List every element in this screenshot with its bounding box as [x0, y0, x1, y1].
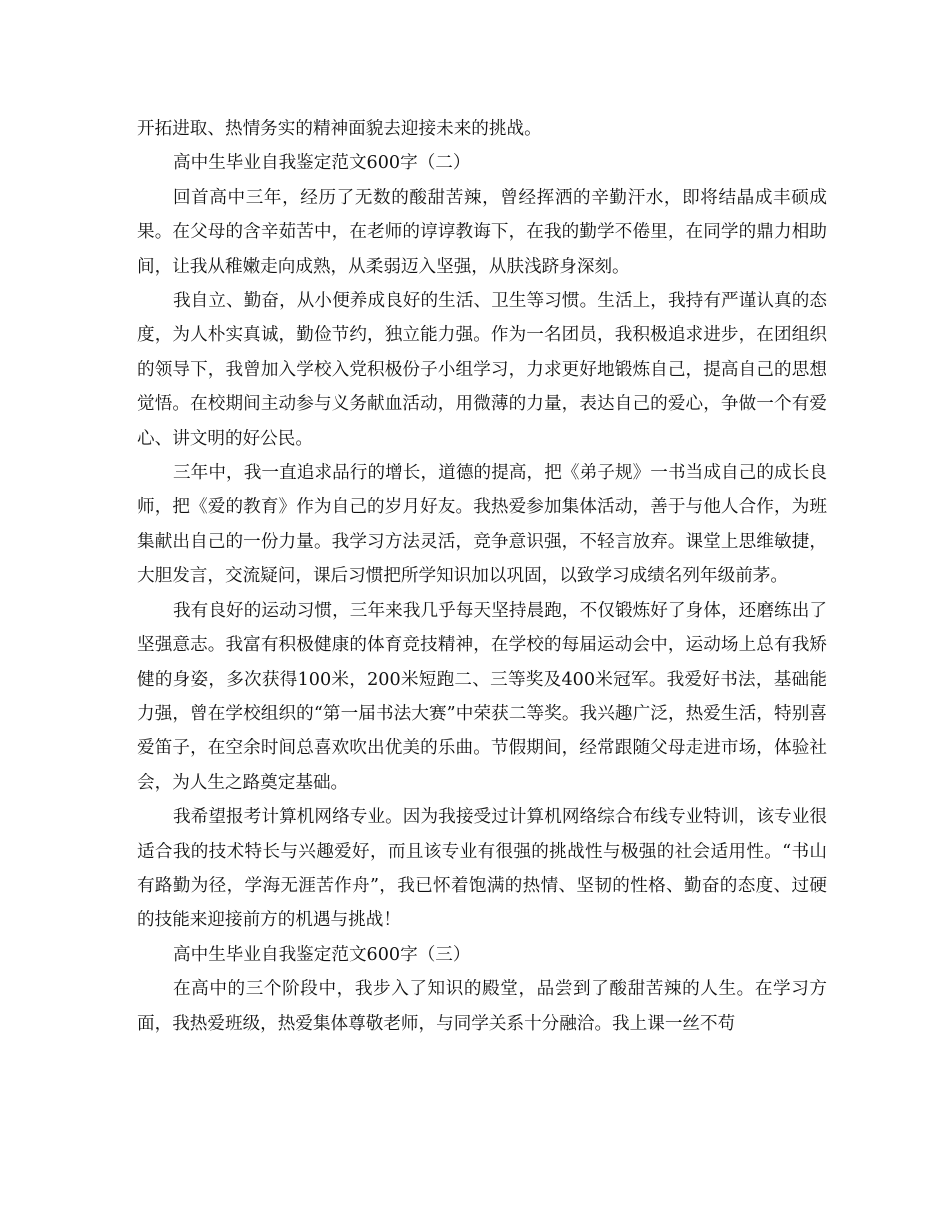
section-heading-2: 高中生毕业自我鉴定范文600字（二） [173, 153, 471, 174]
paragraph: 回首高中三年，经历了无数的酸甜苦辣，曾经挥洒的辛勤汗水，即将结晶成丰硕成果。在父母的含辛茹苦中，在老师的谆谆教诲下，在我的勤学不倦里，在同学的鼎力相助间，让我从稚嫩走向成熟，从柔弱迈入坚强，从肤浅跻身深刻。 [137, 187, 827, 277]
paragraph: 在高中的三个阶段中，我步入了知识的殿堂，品尝到了酸甜苦辣的人生。在学习方面，我热爱班级，热爱集体尊敬老师，与同学关系十分融洽。我上课一丝不苟 [137, 979, 827, 1034]
paragraph-continuation: 开拓进取、热情务实的精神面貌去迎接未来的挑战。 [137, 119, 542, 139]
paragraph: 我有良好的运动习惯，三年来我几乎每天坚持晨跑，不仅锻炼好了身体，还磨练出了坚强意志。我富有积极健康的体育竞技精神，在学校的每届运动会中，运动场上总有我矫健的身姿，多次获得100米，200米短跑二、三等奖及400米冠军。我爱好书法，基础能力强，曾在学校组织的“第一届书法大赛”中荣获二等奖。我兴趣广泛，热爱生活，特别喜爱笛子，在空余时间总喜欢吹出优美的乐曲。节假期间，经常跟随父母走进市场，体验社会，为人生之路奠定基础。 [137, 600, 827, 793]
paragraph: 我自立、勤奋，从小便养成良好的生活、卫生等习惯。生活上，我持有严谨认真的态度，为人朴实真诚，勤俭节约，独立能力强。作为一名团员，我积极追求进步，在团组织的领导下，我曾加入学校入党积极份子小组学习，力求更好地锻炼自己，提高自己的思想觉悟。在校期间主动参与义务献血活动，用微薄的力量，表达自己的爱心，争做一个有爱心、讲文明的好公民。 [137, 291, 827, 449]
document-body [137, 112, 827, 1041]
section-heading-3: 高中生毕业自我鉴定范文600字（三） [173, 944, 471, 965]
paragraph: 我希望报考计算机网络专业。因为我接受过计算机网络综合布线专业特训，该专业很适合我的技术特长与兴趣爱好，而且该专业有很强的挑战性与极强的社会适用性。“书山有路勤为径，学海无涯苦作舟”，我已怀着饱满的热情、坚韧的性格、勤奋的态度、过硬的技能来迎接前方的机遇与挑战！ [137, 807, 827, 931]
paragraph: 三年中，我一直追求品行的增长，道德的提高，把《弟子规》一书当成自己的成长良师，把《爱的教育》作为自己的岁月好友。我热爱参加集体活动，善于与他人合作，为班集献出自己的一份力量。我学习方法灵活，竞争意识强，不轻言放弃。课堂上思维敏捷，大胆发言，交流疑问，课后习惯把所学知识加以巩固，以致学习成绩名列年级前茅。 [137, 463, 827, 587]
